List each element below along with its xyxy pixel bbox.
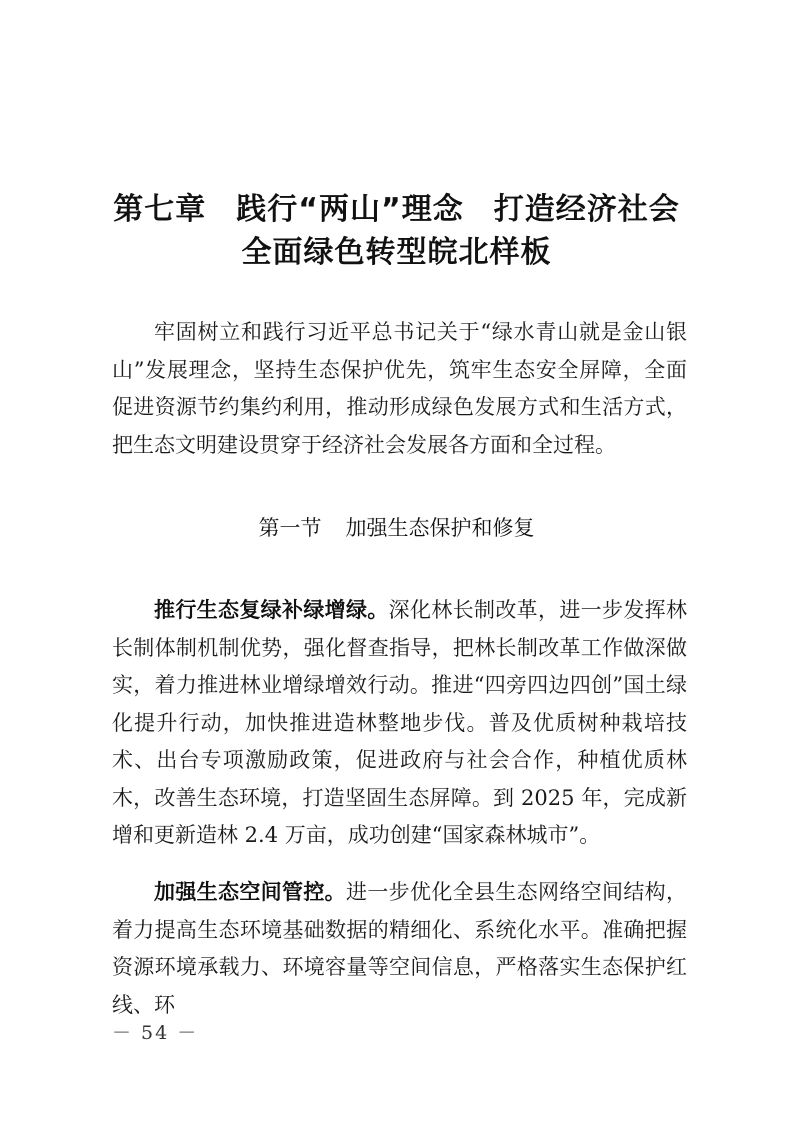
chapter-number: 第七章 [113, 192, 207, 227]
page-number: － 54 － [112, 1022, 199, 1044]
chapter-title-line-1 [0, 184, 793, 228]
paragraph-lead: 推行生态复绿补绿增绿。 [154, 598, 389, 622]
chapter-title-part-2: 打造经济社会 [493, 192, 680, 227]
chapter-title-part-1: 践行“两山”理念 [236, 192, 464, 227]
section-heading [0, 512, 793, 542]
chapter-title-line-2: 全面绿色转型皖北样板 [241, 235, 552, 270]
paragraph-body: 深化林长制改革，进一步发挥林长制体制机制优势，强化督查指导，把林长制改革工作做深做实，着力推进林业增绿增效行动。推进“四旁四边四创”国土绿化提升行动，加快推进造林整地步伐。普及优质树种栽培技术、出台专项激励政策，促进政府与社会合作，种植优质林木，改善生态环境，打造坚固生态屏障。到 2025 年，完成新增和更新造林 2.4 万亩，成功创建“国家森林城市”。 [112, 598, 688, 847]
paragraph-space-control [112, 874, 687, 1024]
section-title: 加强生态保护和修复 [345, 516, 535, 540]
paragraph-body: 进一步优化全县生态网络空间结构，着力提高生态环境基础数据的精细化、系统化水平。准确把握资源环境承载力、环境容量等空间信息，严格落实生态保护红线、环 [112, 880, 687, 1017]
paragraph-lead: 加强生态空间管控。 [154, 880, 346, 904]
intro-paragraph: 牢固树立和践行习近平总书记关于“绿水青山就是金山银山”发展理念，坚持生态保护优先，筑牢生态安全屏障，全面促进资源节约集约利用，推动形成绿色发展方式和生活方式，把生态文明建设贯穿于经济社会发展各方面和全过程。 [112, 320, 687, 457]
section-number: 第一节 [258, 516, 322, 540]
paragraph-ecological-greening [112, 592, 687, 855]
